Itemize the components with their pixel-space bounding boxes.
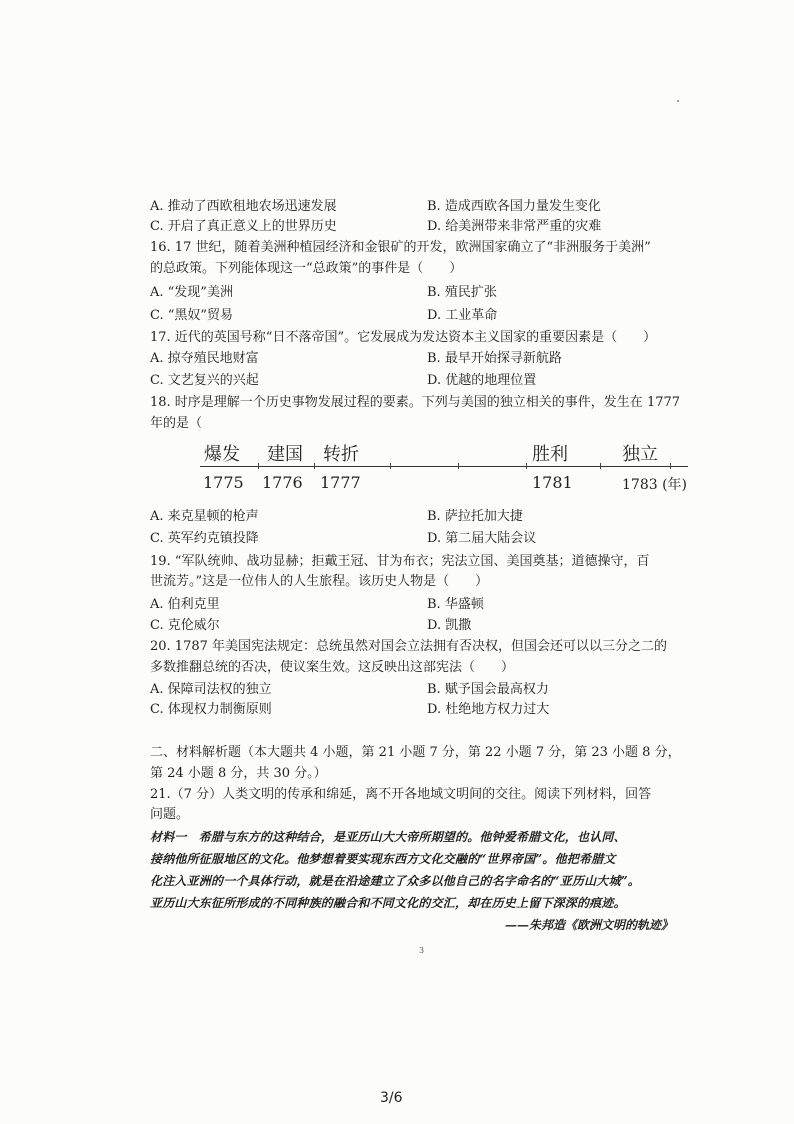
q15-option-b: B. 造成西欧各国力量发生变化 — [427, 199, 601, 214]
timeline-axis — [200, 466, 688, 467]
timeline-year-1783: 1783 (年) — [622, 477, 688, 493]
q19-option-d: D. 凯撒 — [427, 618, 472, 633]
timeline-tick — [458, 463, 459, 469]
timeline-tick — [670, 463, 671, 469]
q16-option-a: A. “发现”美洲 — [150, 285, 233, 300]
timeline-label-independence: 独立 — [622, 444, 658, 465]
timeline-label-turning: 转折 — [323, 444, 359, 465]
q20-option-a: A. 保障司法权的独立 — [150, 682, 272, 697]
q16-option-b: B. 殖民扩张 — [427, 285, 497, 300]
q16-stem-line1: 16. 17 世纪，随着美洲种植园经济和金银矿的开发，欧洲国家确立了“非洲服务于美洲” — [150, 240, 651, 255]
q19-stem-line2: 世流芳。”这是一位伟人的人生旅程。该历史人物是（ ） — [150, 574, 489, 589]
timeline-year-1775: 1775 — [203, 473, 244, 492]
q19-option-a: A. 伯利克里 — [150, 597, 220, 612]
q18-option-d: D. 第二届大陆会议 — [427, 531, 537, 546]
material-one-line1: 材料一 希腊与东方的这种结合，是亚历山大大帝所期望的。他钟爱希腊文化，也认同、 — [150, 830, 626, 844]
timeline-tick — [600, 463, 601, 469]
q15-option-d: D. 给美洲带来非常严重的灾难 — [427, 219, 602, 234]
timeline-year-1781: 1781 — [532, 473, 573, 492]
scan-speck — [677, 100, 679, 102]
q16-option-c: C. “黑奴”贸易 — [150, 308, 234, 323]
q20-stem-line2: 多数推翻总统的否决，使议案生效。这反映出这部宪法（ ） — [150, 660, 515, 675]
material-one-line2: 接纳他所征服地区的文化。他梦想着要实现东西方文化交融的“世界帝国”。他把希腊文 — [150, 852, 616, 866]
q15-option-c: C. 开启了真正意义上的世界历史 — [150, 219, 337, 234]
timeline-tick — [526, 463, 527, 469]
section2-heading-line2: 第 24 小题 8 分，共 30 分。） — [150, 766, 327, 781]
q18-option-a: A. 来克星顿的枪声 — [150, 509, 259, 524]
q21-stem-line1: 21.（7 分）人类文明的传承和绵延，离不开各地域文明间的交往。阅读下列材料，回答 — [150, 787, 652, 802]
q19-stem-line1: 19. “军队统帅、战功显赫；拒戴王冠、甘为布衣；宪法立国、美国奠基；道德操守，百 — [150, 554, 650, 569]
timeline-tick — [390, 463, 391, 469]
material-source: ——朱邦造《欧洲文明的轨迹》 — [505, 918, 674, 932]
timeline-tick — [314, 463, 315, 469]
q20-option-c: C. 体现权力制衡原则 — [150, 702, 272, 717]
q17-option-c: C. 文艺复兴的兴起 — [150, 373, 259, 388]
section2-heading-line1: 二、材料解析题（本大题共 4 小题，第 21 小题 7 分，第 22 小题 7 分，第 23 小题 8 分， — [150, 745, 681, 760]
timeline-tick — [258, 463, 259, 469]
q18-stem-line1: 18. 时序是理解一个历史事物发展过程的要素。下列与美国的独立相关的事件，发生在 1777 — [150, 395, 681, 410]
q19-option-b: B. 华盛顿 — [427, 597, 484, 612]
q17-option-d: D. 优越的地理位置 — [427, 373, 537, 388]
q17-option-b: B. 最早开始探寻新航路 — [427, 351, 562, 366]
q16-stem-line2: 的总政策。下列能体现这一“总政策”的事件是（ ） — [150, 261, 463, 276]
q17-stem: 17. 近代的英国号称“日不落帝国”。它发展成为发达资本主义国家的重要因素是（ ） — [150, 330, 657, 345]
timeline-year-1776: 1776 — [262, 473, 303, 492]
q21-stem-line2: 问题。 — [150, 807, 190, 822]
timeline-label-victory: 胜利 — [532, 444, 568, 465]
q18-option-c: C. 英军约克镇投降 — [150, 531, 259, 546]
q18-option-b: B. 萨拉托加大捷 — [427, 509, 523, 524]
timeline-year-1777: 1777 — [320, 473, 361, 492]
page-counter: 3/6 — [380, 1090, 403, 1106]
timeline-label-founding: 建国 — [267, 444, 303, 465]
q16-option-d: D. 工业革命 — [427, 308, 498, 323]
page-number-small: 3 — [419, 946, 425, 955]
timeline-label-outbreak: 爆发 — [204, 444, 240, 465]
q17-option-a: A. 掠夺殖民地财富 — [150, 351, 259, 366]
material-one-line3: 化注入亚洲的一个具体行动，就是在沿途建立了众多以他自己的名字命名的“亚历山大城”。 — [150, 874, 641, 888]
q19-option-c: C. 克伦威尔 — [150, 618, 220, 633]
q20-option-d: D. 杜绝地方权力过大 — [427, 702, 550, 717]
q20-stem-line1: 20. 1787 年美国宪法规定：总统虽然对国会立法拥有否决权，但国会还可以以三分之二的 — [150, 639, 668, 654]
q20-option-b: B. 赋予国会最高权力 — [427, 682, 549, 697]
q15-option-a: A. 推动了西欧租地农场迅速发展 — [150, 199, 337, 214]
material-one-line4: 亚历山大东征所形成的不同种族的融合和不同文化的交汇，却在历史上留下深深的痕迹。 — [150, 896, 626, 910]
q18-stem-line2: 年的是（ — [150, 416, 203, 431]
